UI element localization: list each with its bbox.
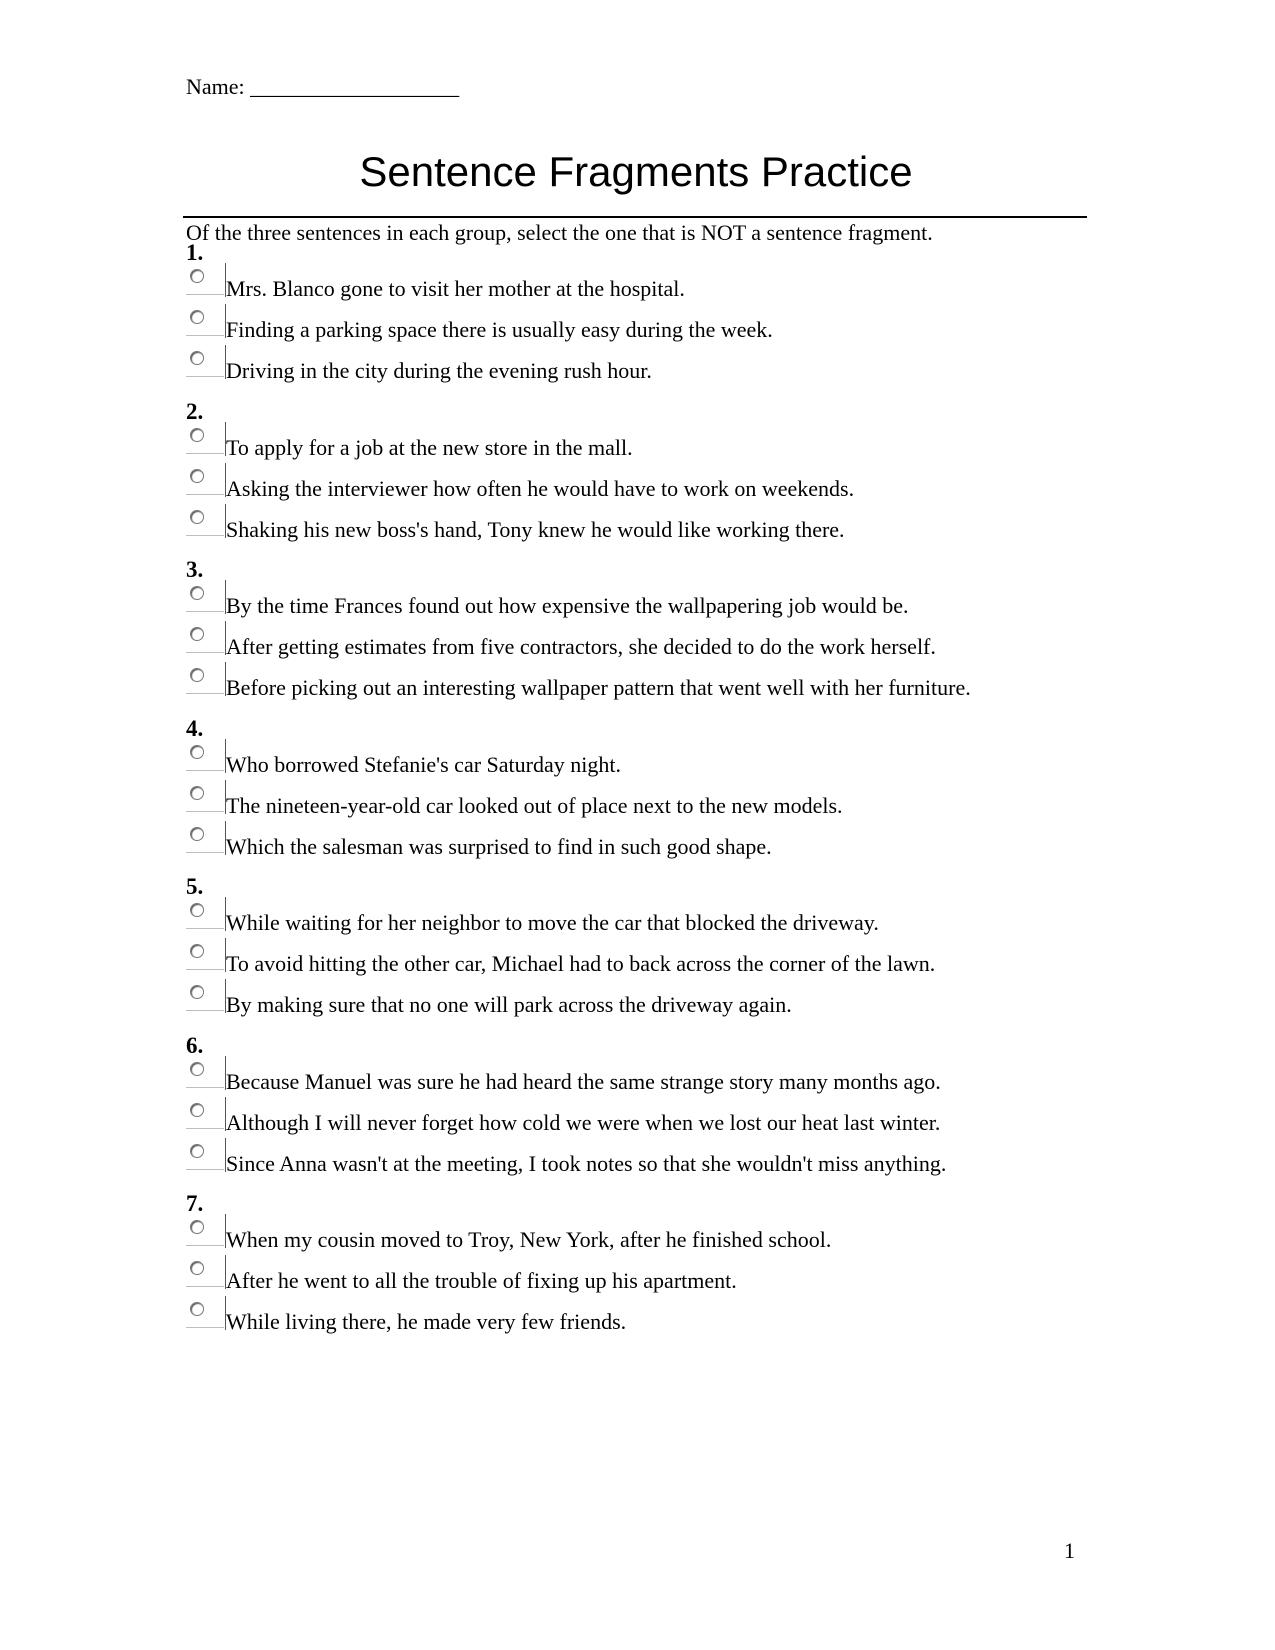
option-label: By making sure that no one will park across the driveway again. — [226, 992, 792, 1017]
answer-option[interactable] — [186, 586, 1086, 626]
answer-option[interactable] — [186, 985, 1086, 1025]
answer-option[interactable] — [186, 469, 1086, 509]
option-underline — [186, 969, 224, 970]
option-underline — [186, 652, 224, 653]
answer-option[interactable] — [186, 1103, 1086, 1143]
radio-button[interactable] — [190, 351, 204, 365]
answer-option[interactable] — [186, 627, 1086, 667]
option-underline — [186, 1245, 224, 1246]
radio-button[interactable] — [190, 586, 204, 600]
option-underline — [186, 770, 224, 771]
page-number: 1 — [1064, 1538, 1075, 1563]
answer-option[interactable] — [186, 310, 1086, 350]
question-number: 4. — [186, 715, 204, 741]
option-label: Before picking out an interesting wallpaper pattern that went well with her furniture. — [226, 675, 971, 700]
answer-option[interactable] — [186, 903, 1086, 943]
option-label: Finding a parking space there is usually easy during the week. — [226, 317, 773, 342]
answer-option[interactable] — [186, 944, 1086, 984]
option-label: Although I will never forget how cold we were when we lost our heat last winter. — [226, 1109, 941, 1135]
option-label: While waiting for her neighbor to move the car that blocked the driveway. — [226, 910, 879, 935]
option-underline — [186, 852, 224, 853]
answer-option[interactable] — [186, 351, 1086, 391]
answer-option[interactable] — [186, 1220, 1086, 1260]
option-underline — [186, 535, 224, 536]
option-label: After he went to all the trouble of fixing up his apartment. — [226, 1268, 737, 1293]
option-label: While living there, he made very few friends. — [226, 1309, 627, 1334]
option-label: Driving in the city during the evening rush hour. — [226, 358, 652, 383]
instructions-text: Of the three sentences in each group, select the one that is NOT a sentence fragment. — [186, 220, 933, 245]
option-label: Since Anna wasn't at the meeting, I took notes so that she wouldn't miss anything. — [226, 1150, 947, 1176]
question-number: 3. — [186, 557, 204, 582]
option-label: To avoid hitting the other car, Michael had to back across the corner of the lawn. — [226, 951, 936, 976]
question-number: 1. — [186, 240, 204, 265]
answer-option[interactable] — [186, 786, 1086, 826]
option-label: Shaking his new boss's hand, Tony knew he would like working there. — [226, 516, 845, 542]
option-underline — [186, 811, 224, 812]
option-label: The nineteen-year-old car looked out of place next to the new models. — [226, 792, 843, 818]
option-underline — [186, 611, 224, 612]
option-underline — [186, 294, 224, 295]
radio-button[interactable] — [190, 469, 204, 483]
option-label: To apply for a job at the new store in the mall. — [226, 434, 633, 460]
radio-button[interactable] — [190, 1103, 204, 1117]
answer-option[interactable] — [186, 510, 1086, 550]
question-number: 2. — [186, 398, 204, 424]
option-underline — [186, 693, 224, 694]
radio-button[interactable] — [190, 903, 204, 917]
question-number: 7. — [186, 1191, 204, 1216]
radio-button[interactable] — [190, 269, 204, 283]
radio-button[interactable] — [190, 1302, 204, 1316]
radio-button[interactable] — [190, 1144, 204, 1158]
option-underline — [186, 928, 224, 929]
answer-option[interactable] — [186, 1144, 1086, 1184]
radio-button[interactable] — [190, 310, 204, 324]
radio-button[interactable] — [190, 668, 204, 682]
answer-option[interactable] — [186, 1302, 1086, 1342]
radio-button[interactable] — [190, 985, 204, 999]
option-label: Mrs. Blanco gone to visit her mother at the hospital. — [226, 276, 685, 301]
answer-option[interactable] — [186, 269, 1086, 309]
radio-button[interactable] — [190, 510, 204, 524]
option-label: Which the salesman was surprised to find in such good shape. — [226, 833, 772, 859]
name-field-label: Name: ___________________ — [186, 74, 460, 99]
option-label: After getting estimates from five contractors, she decided to do the work herself. — [226, 634, 936, 659]
option-underline — [186, 1327, 224, 1328]
option-underline — [186, 1286, 224, 1287]
option-underline — [186, 1010, 224, 1011]
option-label: Asking the interviewer how often he would have to work on weekends. — [226, 475, 855, 501]
option-label: When my cousin moved to Troy, New York, after he finished school. — [226, 1227, 832, 1252]
radio-button[interactable] — [190, 428, 204, 442]
radio-button[interactable] — [190, 627, 204, 641]
answer-option[interactable] — [186, 428, 1086, 468]
option-underline — [186, 453, 224, 454]
answer-option[interactable] — [186, 827, 1086, 867]
option-underline — [186, 1128, 224, 1129]
option-underline — [186, 494, 224, 495]
radio-button[interactable] — [190, 786, 204, 800]
option-underline — [186, 335, 224, 336]
question-number: 6. — [186, 1032, 204, 1058]
option-label: By the time Frances found out how expensive the wallpapering job would be. — [226, 593, 909, 618]
option-label: Because Manuel was sure he had heard the same strange story many months ago. — [226, 1068, 941, 1094]
answer-option[interactable] — [186, 1261, 1086, 1301]
option-label: Who borrowed Stefanie's car Saturday night. — [226, 751, 621, 777]
answer-option[interactable] — [186, 745, 1086, 785]
radio-button[interactable] — [190, 1261, 204, 1275]
radio-button[interactable] — [190, 944, 204, 958]
question-number: 5. — [186, 874, 204, 899]
radio-button[interactable] — [190, 827, 204, 841]
page-title: Sentence Fragments Practice — [359, 148, 913, 195]
option-underline — [186, 1169, 224, 1170]
radio-button[interactable] — [190, 745, 204, 759]
option-underline — [186, 1087, 224, 1088]
option-underline — [186, 376, 224, 377]
radio-button[interactable] — [190, 1062, 204, 1076]
answer-option[interactable] — [186, 1062, 1086, 1102]
answer-option[interactable] — [186, 668, 1086, 708]
radio-button[interactable] — [190, 1220, 204, 1234]
